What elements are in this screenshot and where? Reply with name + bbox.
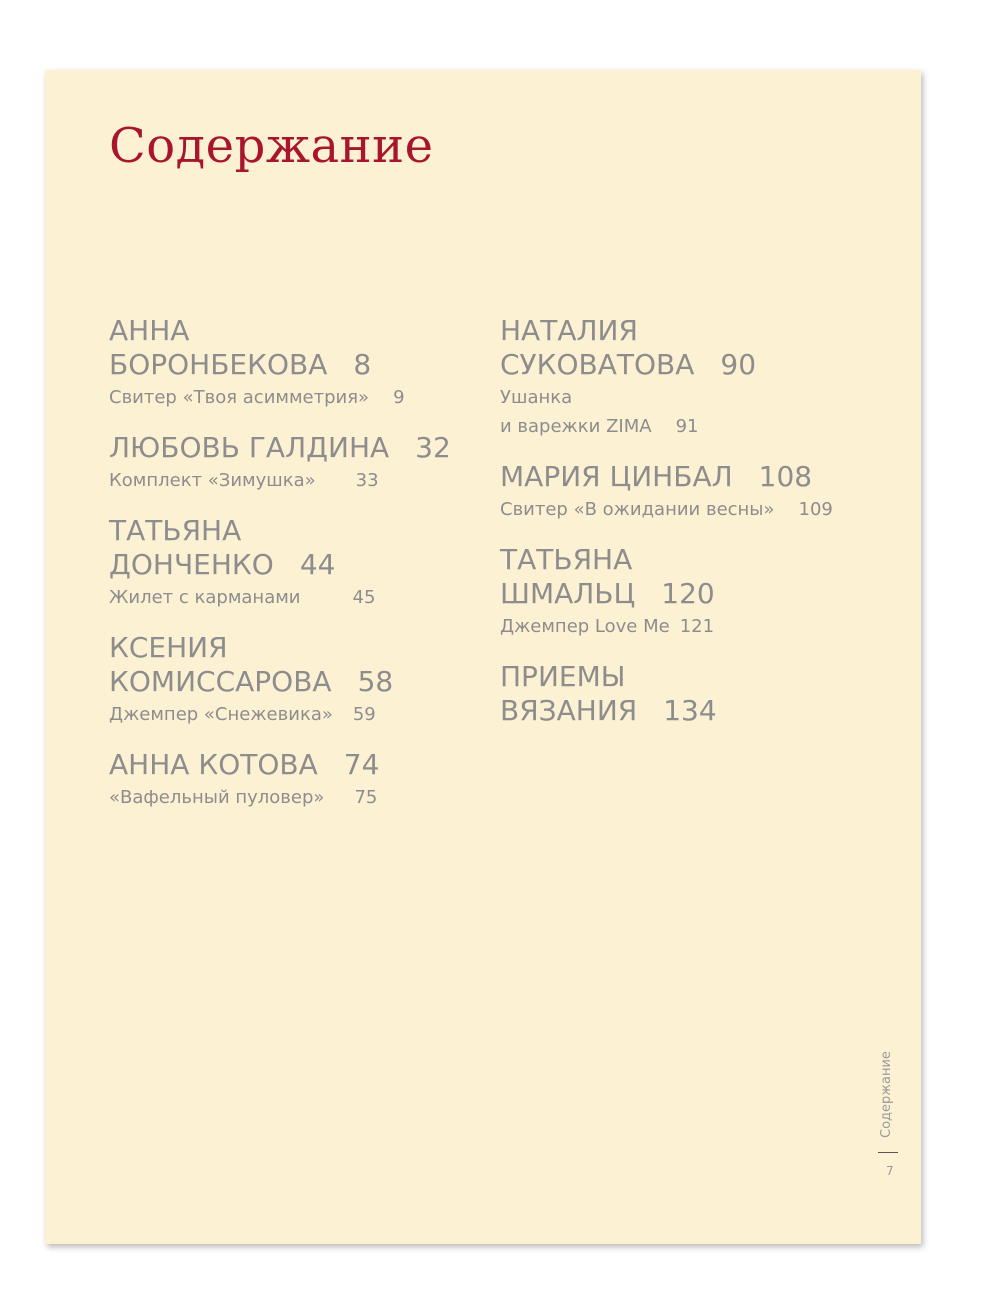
toc-entry[interactable] bbox=[109, 514, 479, 612]
page-number: 74 bbox=[343, 748, 380, 781]
toc-right-column bbox=[500, 314, 870, 747]
work-line: Джемпер Love Me bbox=[500, 616, 670, 637]
work-page-number: 75 bbox=[354, 787, 378, 808]
work-title bbox=[500, 495, 870, 524]
work-page-number: 33 bbox=[355, 470, 379, 491]
work-title bbox=[109, 383, 479, 412]
author-name bbox=[109, 314, 479, 382]
work-line: Жилет с карманами bbox=[109, 587, 301, 608]
author-line: АННА bbox=[109, 314, 190, 347]
work-title bbox=[109, 466, 479, 495]
author-name bbox=[109, 631, 479, 699]
page-number: 120 bbox=[661, 577, 715, 610]
author-name bbox=[109, 514, 479, 582]
page-title: Содержание bbox=[109, 118, 434, 174]
page-number: 32 bbox=[415, 431, 451, 464]
work-page-number: 9 bbox=[393, 387, 405, 408]
author-name bbox=[500, 460, 870, 494]
page-number: 58 bbox=[357, 665, 394, 698]
toc-entry[interactable] bbox=[500, 660, 870, 728]
work-line: Свитер «В ожидании весны» bbox=[500, 499, 775, 520]
work-line: Комплект «Зимушка» bbox=[109, 470, 316, 491]
work-line: Ушанка bbox=[500, 387, 573, 408]
author-line: ЛЮБОВЬ ГАЛДИНА bbox=[109, 431, 390, 464]
author-name bbox=[500, 314, 870, 382]
work-line: и варежки ZIMA bbox=[500, 416, 652, 437]
page-number: 90 bbox=[720, 348, 757, 381]
work-page-number: 121 bbox=[679, 616, 715, 637]
work-title bbox=[500, 612, 870, 641]
folio-page-number: 7 bbox=[886, 1164, 894, 1178]
author-name bbox=[500, 660, 870, 728]
author-name bbox=[109, 748, 479, 782]
toc-entry[interactable] bbox=[500, 460, 870, 524]
toc-entry[interactable] bbox=[109, 748, 479, 812]
work-page-number: 91 bbox=[675, 416, 699, 437]
author-line: КСЕНИЯ bbox=[109, 631, 228, 664]
toc-entry[interactable] bbox=[500, 314, 870, 441]
author-line: ДОНЧЕНКО bbox=[109, 548, 274, 581]
author-line: ВЯЗАНИЯ bbox=[500, 694, 638, 727]
toc-entry[interactable] bbox=[109, 631, 479, 729]
work-title bbox=[109, 783, 479, 812]
toc-entry[interactable] bbox=[500, 543, 870, 641]
page-number: 44 bbox=[299, 548, 336, 581]
author-name bbox=[109, 431, 479, 465]
page-number: 134 bbox=[663, 694, 717, 727]
author-line: КОМИССАРОВА bbox=[109, 665, 332, 698]
toc-left-column bbox=[109, 314, 479, 831]
work-title bbox=[500, 383, 870, 441]
toc-entry[interactable] bbox=[109, 314, 479, 412]
author-line: ПРИЕМЫ bbox=[500, 660, 626, 693]
work-page-number: 109 bbox=[798, 499, 833, 520]
work-line: Свитер «Твоя асимметрия» bbox=[109, 387, 370, 408]
work-line: «Вафельный пуловер» bbox=[109, 787, 325, 808]
author-line: НАТАЛИЯ bbox=[500, 314, 638, 347]
page-number: 108 bbox=[758, 460, 813, 493]
author-line: ТАТЬЯНА bbox=[109, 514, 242, 547]
author-line: СУКОВАТОВА bbox=[500, 348, 695, 381]
running-header-divider bbox=[878, 1152, 898, 1153]
author-line: МАРИЯ ЦИНБАЛ bbox=[500, 460, 733, 493]
work-page-number: 59 bbox=[352, 704, 376, 725]
work-title bbox=[109, 700, 479, 729]
author-name bbox=[500, 543, 870, 611]
author-line: ШМАЛЬЦ bbox=[500, 577, 636, 610]
page bbox=[45, 70, 921, 1244]
author-line: АННА КОТОВА bbox=[109, 748, 318, 781]
work-page-number: 45 bbox=[352, 587, 376, 608]
running-header-section: Содержание bbox=[879, 1051, 894, 1138]
toc-entry[interactable] bbox=[109, 431, 479, 495]
work-line: Джемпер «Снежевика» bbox=[109, 704, 333, 725]
work-title bbox=[109, 583, 479, 612]
author-line: ТАТЬЯНА bbox=[500, 543, 633, 576]
author-line: БОРОНБЕКОВА bbox=[109, 348, 328, 381]
page-number: 8 bbox=[353, 348, 372, 381]
